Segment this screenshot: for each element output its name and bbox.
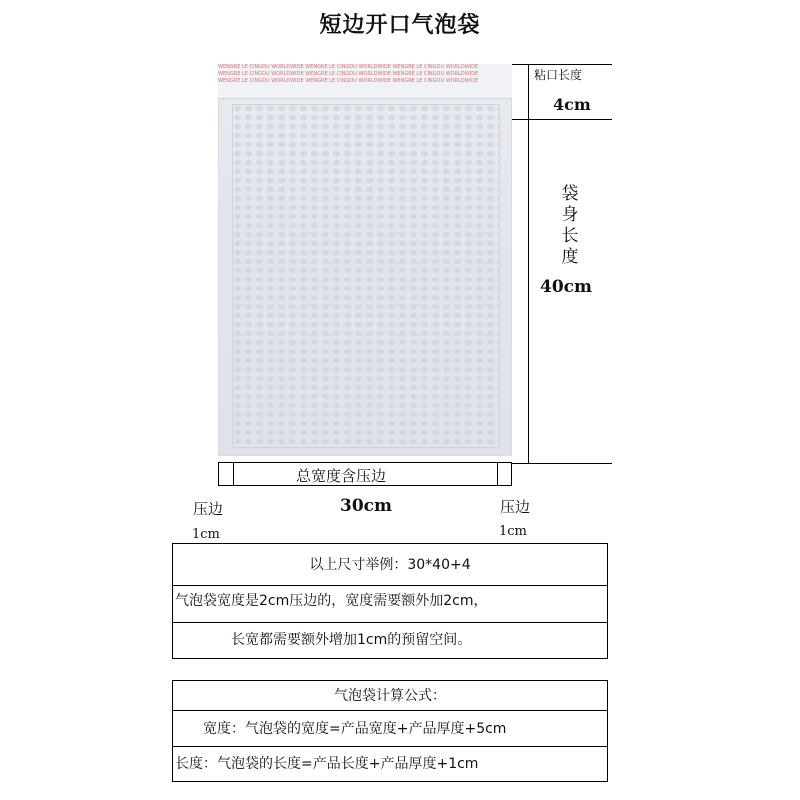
body-length-value: 40cm	[540, 277, 592, 297]
note-line-1: 气泡袋宽度是2cm压边的，宽度需要额外加2cm，	[173, 586, 607, 623]
press-edge-right-label: 压边	[500, 498, 531, 516]
strip-print: WENGRE LE CINGOU WORLDWIDE WENGRE LE CINGOU WORLDWIDE WENGRE LE CINGOU WORLDWIDE	[218, 71, 479, 77]
seal-length-value: 4cm	[553, 95, 591, 114]
dimension-line-seal	[512, 119, 612, 120]
bag-inner-edge	[232, 104, 500, 448]
body-length-label: 袋身长度	[561, 184, 579, 267]
width-value: 30cm	[340, 496, 392, 516]
strip-print: WENGRE LE CINGOU WORLDWIDE WENGRE LE CINGOU WORLDWIDE WENGRE LE CINGOU WORLDWIDE	[218, 64, 479, 70]
dimension-line-vertical	[528, 64, 529, 464]
strip-print: WENGRE LE CINGOU WORLDWIDE WENGRE LE CINGOU WORLDWIDE WENGRE LE CINGOU WORLDWIDE	[218, 78, 479, 84]
press-edge-divider-right	[497, 462, 498, 486]
page-title: 短边开口气泡袋	[319, 13, 481, 38]
press-edge-right-value: 1cm	[499, 524, 527, 539]
press-edge-divider-left	[233, 462, 234, 486]
dimension-line-top	[512, 64, 612, 65]
note-line-2: 长宽都需要额外增加1cm的预留空间。	[231, 632, 472, 648]
formula-length: 长度：气泡袋的长度=产品长度+产品厚度+1cm	[175, 756, 479, 772]
press-edge-left-value: 1cm	[192, 527, 220, 542]
adhesive-strip	[218, 64, 512, 99]
seal-length-label: 粘口长度	[534, 68, 583, 82]
formula-width: 宽度：气泡袋的宽度=产品宽度+产品厚度+5cm	[173, 711, 607, 747]
formula-box	[172, 680, 608, 782]
dimension-line-bottom	[512, 463, 612, 464]
size-example: 以上尺寸举例：30*40+4	[173, 544, 607, 586]
press-edge-left-label: 压边	[193, 500, 224, 518]
formula-title: 气泡袋计算公式：	[173, 681, 607, 711]
total-width-label: 总宽度含压边	[296, 467, 387, 485]
size-notes-box	[172, 543, 608, 659]
